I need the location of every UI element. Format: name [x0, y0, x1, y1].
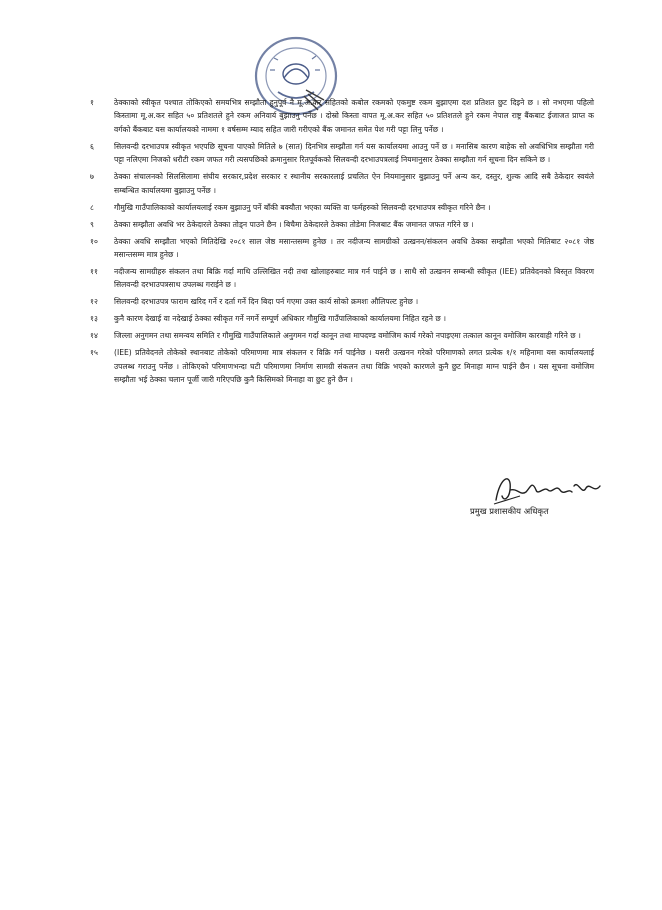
clause-text: ठेक्का संचालनको सिलसिलामा संघीय सरकार,प्रदेश सरकार र स्थानीय सरकारलाई प्रचलित ऐन नियमानुसार बुझाउनु पर्ने अन्य कर, दस्तुर, शुल्क आदि सबै ठेकेदार स्वयंले सम्बन्धित कार्यालयमा बुझाउनु पर्नेछ ।	[114, 172, 594, 195]
term-clause	[90, 329, 594, 342]
term-clause	[90, 170, 594, 197]
clause-number: १५	[90, 348, 98, 358]
clause-text: ठेक्काको स्वीकृत पश्चात तोकिएको समयभित्र सम्झौता हुनुपूर्व नै मू.अ.कर सहितको कबोल रकमको एकमुष्ट रकम बुझाएमा दश प्रतिशत छुट दिइने छ । सो नभएमा पहिलो किस्तामा मू.अ.कर सहित ५० प्रतिशतले हुने रकम अनिवार्य बुझाउनु पर्नेछ । दोस्रो किस्ता वापत मू.अ.कर सहित ५० प्रतिशतले हुने रकम नेपाल राष्ट्र बैंकबाट ईजाजत प्राप्त क वर्गको बैंकबाट यस कार्यालयको नाममा १ वर्षसम्म म्याद सहित जारी गरीएको बैंक जमानत समेत पेश गरी पट्टा लिनु पर्नेछ ।	[114, 98, 594, 134]
clause-text: ठेक्का अवधि सम्झौता भएको मितिदेखि २०८१ साल जेष्ठ मसान्तसम्म हुनेछ । तर नदीजन्य सामग्रीको उत्खनन/संकलन अवधि ठेक्का सम्झौता भएको मितिबाट २०८१ जेष्ठ मसान्तसम्म मात्र हुनेछ ।	[114, 236, 594, 260]
clause-number: १०	[90, 236, 98, 246]
term-clause	[90, 312, 594, 325]
clause-number: ६	[90, 141, 94, 151]
clause-text: कुनै कारण देखाई वा नदेखाई ठेक्का स्वीकृत गर्ने नगर्ने सम्पूर्ण अधिकार गौमुखि गाउँपालिकाको कार्यालयमा निहित रहने छ ।	[114, 314, 446, 324]
terms-list	[90, 96, 594, 390]
term-clause	[90, 235, 594, 262]
term-clause	[90, 140, 594, 167]
term-clause	[90, 346, 594, 386]
clause-text: सिलवन्दी दरभाउपत्र स्वीकृत भएपछि सूचना पाएको मितिले ७ (सात) दिनभित्र सम्झौता गर्न यस कार्यालयमा आउनु पर्ने छ । मनासिब कारण बाहेक सो अवधिभित्र सम्झौता गरी पट्टा नलिएमा निजको धरौटी रकम जफत गरी त्यसपछिको क्रमानुसार रितपूर्वकको सिलवन्दी दरभाउपत्रलाई नियमानुसार ठेक्का सम्झौता गर्न सूचना दिन सकिने छ ।	[114, 141, 594, 165]
clause-text: ठेक्का सम्झौता अवधि भर ठेकेदारले ठेक्का तोड्न पाउने छैन । बिचैमा ठेकेदारले ठेक्का तोडेमा निजबाट बैंक जमानत जफत गरिने छ ।	[114, 219, 474, 229]
clause-number: ८	[90, 202, 94, 212]
clause-text: जिल्ला अनुगमन तथा समन्वय समिति र गौमुखि गाउँपालिकाले अनुगमन गर्दा कानून तथा मापदण्ड वमोजिम कार्य गरेको नपाइएमा तत्काल कानून वमोजिम कारवाही गरिने छ ।	[114, 331, 581, 341]
clause-number: १२	[90, 297, 98, 307]
clause-number: ७	[90, 172, 94, 182]
clause-text: नदीजन्य सामग्रीहरु संकलन तथा बिक्रि गर्दा माथि उल्लिखित नदी तथा खोलाहरुबाट मात्र गर्न पाईने छ । साथै सो उत्खनन सम्बन्धी स्वीकृत (IEE) प्रतिवेदनको बिस्तृत विवरण सिलवन्दी दरभाउपत्रसाथ उपलब्ध गराईने छ ।	[114, 267, 594, 290]
clause-number: १४	[90, 331, 98, 341]
signature-block	[470, 466, 610, 536]
handwritten-signature-icon	[490, 466, 608, 510]
term-clause	[90, 295, 594, 308]
term-clause	[90, 96, 594, 136]
term-clause	[90, 265, 594, 292]
clause-number: ११	[90, 267, 98, 277]
clause-number: ९	[90, 219, 94, 229]
clause-number: १३	[90, 314, 98, 324]
term-clause	[90, 201, 594, 214]
clause-text: गौमुखि गाउँपालिकाको कार्यालयलाई रकम बुझाउनु पर्ने बाँकी बक्यौता भएका व्यक्ति वा फर्महरुको सिलवन्दी दरभाउपत्र स्वीकृत गरिने छैन ।	[114, 202, 491, 212]
signatory-title: प्रमुख प्रशासकीय अधिकृत	[470, 506, 549, 516]
term-clause	[90, 218, 594, 231]
clause-text: सिलवन्दी दरभाउपत्र फाराम खरिद गर्ने र दर्ता गर्ने दिन बिदा पर्न गएमा उक्त कार्य सोको क्रमशः औलिपल्ट हुनेछ ।	[114, 297, 419, 307]
clause-text: (IEE) प्रतिवेदनले तोकेको स्थानबाट तोकेको परिमाणमा मात्र संकलन र विक्रि गर्न पाईनेछ । यसरी उत्खनन गरेको परिमाणको लगत प्रत्येक १/१ महिनामा यस कार्यालयलाई उपलब्ध गराउनु पर्नेछ । तोकिएको परिमाणभन्दा घटी परिमाणमा निर्माण सामग्री संकलन तथा विक्रि भएको कारणले कुनै छुट मिनाहा माग्न पाईने छैन । यस सूचना वमोजिम सम्झौता भई ठेक्का चलान पूर्जी जारी गरिएपछि कुनै किसिमको मिनाहा वा छुट हुने छैन ।	[114, 348, 594, 385]
clause-number: १	[90, 98, 94, 107]
